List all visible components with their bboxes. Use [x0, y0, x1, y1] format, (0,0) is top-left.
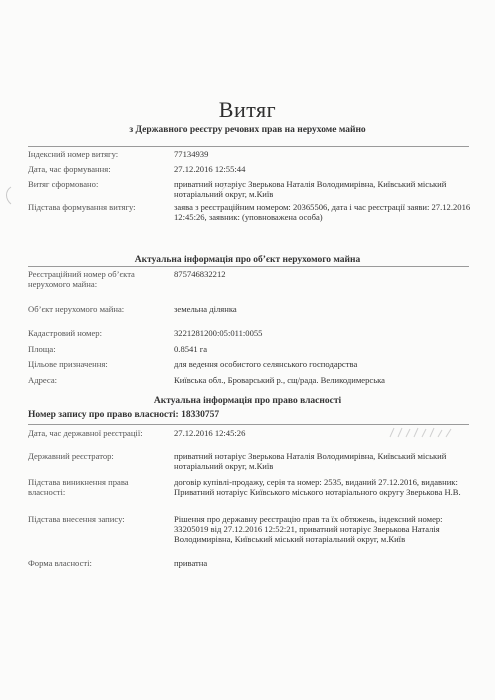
- scan-speck-icon: [220, 180, 236, 194]
- margin-mark-icon: [2, 185, 16, 207]
- row-value: земельна ділянка: [174, 304, 237, 314]
- row-value: приватний нотаріус Зверькова Наталія Володимирівна, Київський міський нотаріальний округ, м.Київ: [174, 451, 447, 471]
- ownership-section-heading: Актуальна інформація про право власності: [153, 396, 342, 406]
- row-value: 875746832212: [174, 269, 226, 279]
- row-label: Підстава виникнення права власності:: [28, 477, 129, 497]
- divider: [28, 266, 469, 267]
- row-label: Форма власності:: [28, 558, 92, 568]
- document-title: Витяг: [218, 97, 277, 122]
- row-value: 27.12.2016 12:45:26: [174, 428, 246, 438]
- row-label: Цільове призначення:: [28, 359, 108, 369]
- row-value: для ведення особистого селянського господарства: [174, 359, 358, 369]
- row-label: Реєстраційний номер об’єкта нерухомого майна:: [28, 269, 135, 289]
- row-value: договір купівлі-продажу, серія та номер: 2535, виданий 27.12.2016, видавник: Приватний нотаріус Київського міського нотаріального округу Зверькова Н.В.: [174, 477, 461, 497]
- row-value: 0.8541 га: [174, 344, 208, 354]
- row-value: Київська обл., Броварський р., сщ/рада. Великодимерська: [174, 375, 385, 385]
- row-value: приватний нотаріус Зверькова Наталія Володимирівна, Київський міський нотаріальний округ, м.Київ: [174, 179, 447, 199]
- row-label: Дата, час державної реєстрації:: [28, 428, 143, 438]
- row-label: Дата, час формування:: [28, 164, 111, 174]
- object-section-heading: Актуальна інформація про об’єкт нерухомого майна: [134, 255, 361, 265]
- row-label: Кадастровий номер:: [28, 328, 102, 338]
- row-label: Індексний номер витягу:: [28, 149, 119, 159]
- document-subtitle: з Державного реєстру речових прав на нерухоме майно: [129, 125, 366, 135]
- row-label: Об’єкт нерухомого майна:: [28, 304, 125, 314]
- row-value: приватна: [174, 558, 208, 568]
- row-value: заява з реєстраційним номером: 20365506, дата і час реєстрації заяви: 27.12.2016 12:45:26, заявник: (уповноважена особа): [174, 202, 471, 222]
- row-label: Площа:: [28, 344, 56, 354]
- row-label: Витяг сформовано:: [28, 179, 99, 189]
- divider: [28, 146, 469, 147]
- row-label: Підстава внесення запису:: [28, 514, 125, 524]
- row-value: 3221281200:05:011:0055: [174, 328, 263, 338]
- row-label: Адреса:: [28, 375, 58, 385]
- faint-handwriting-icon: [388, 425, 458, 441]
- row-label: Підстава формування витягу:: [28, 202, 136, 212]
- row-label: Державний реєстратор:: [28, 451, 114, 461]
- row-value: Рішення про державну реєстрацію прав та їх обтяжень, індексний номер: 33205019 від 27.12.2016 12:52:21, приватний нотаріус Зверькова Наталія Володимирівна, Київський міський нотаріальний округ, м.Київ: [174, 514, 443, 544]
- ownership-record-number: Номер запису про право власності: 18330757: [28, 410, 220, 420]
- row-value: 27.12.2016 12:55:44: [174, 164, 246, 174]
- row-value: 77134939: [174, 149, 209, 159]
